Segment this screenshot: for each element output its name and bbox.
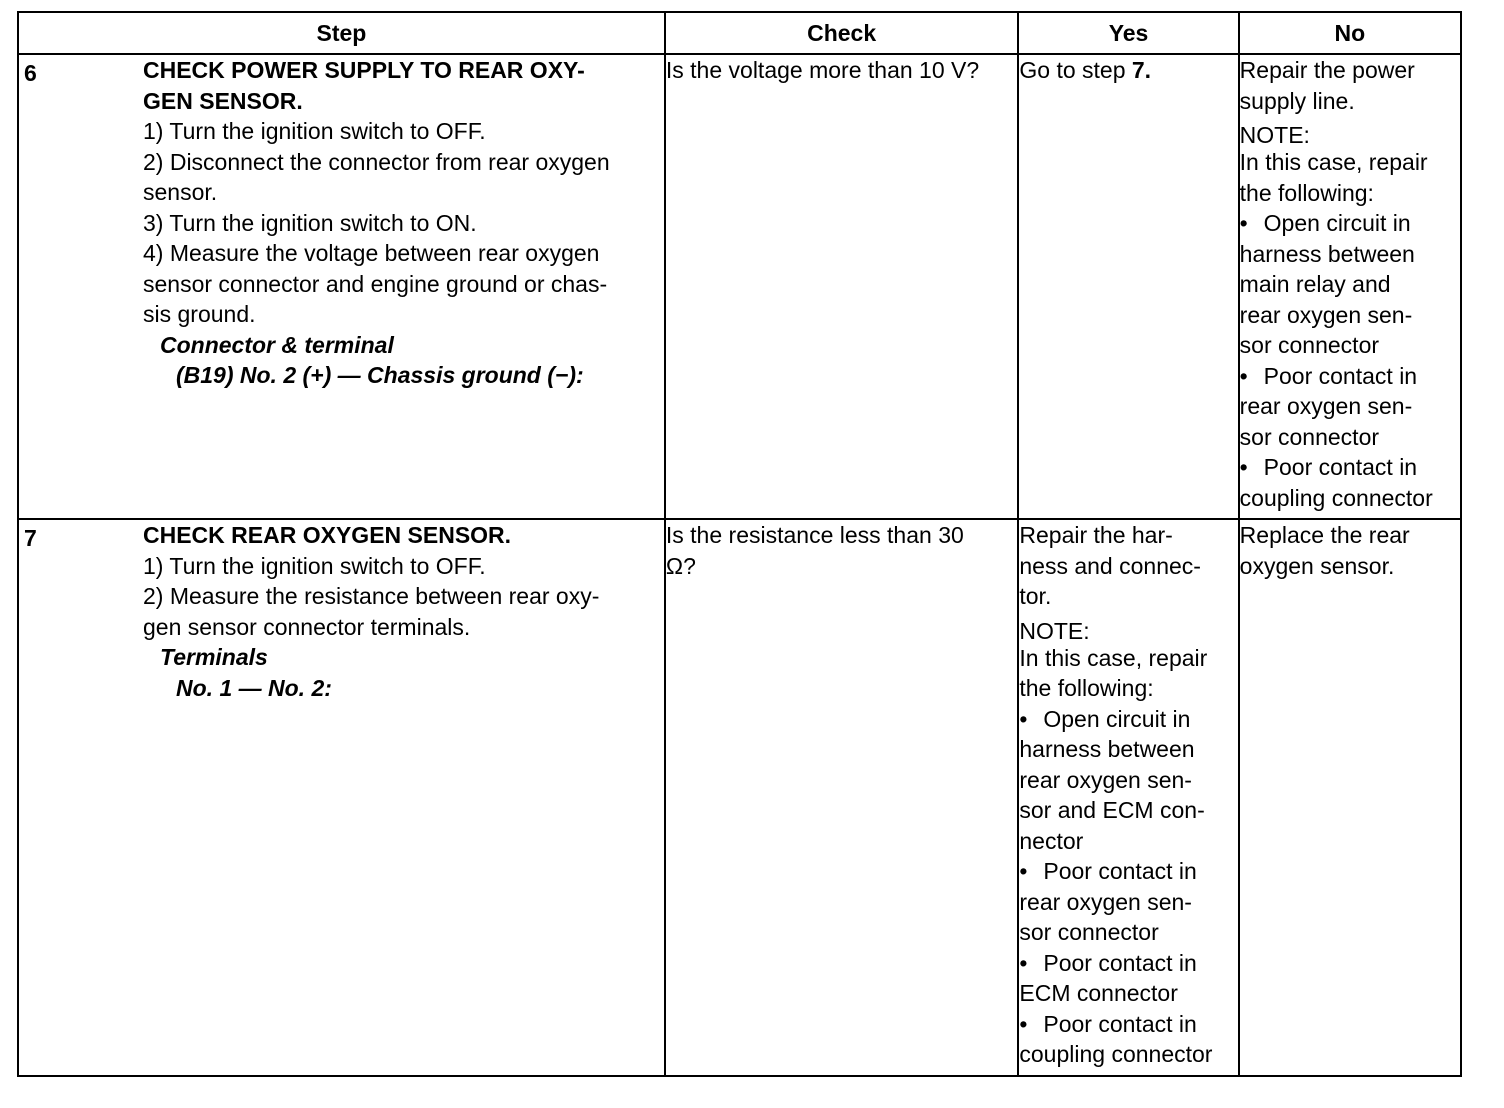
yes-cell — [1018, 519, 1238, 1076]
bullet-line: • Poor contact in — [1019, 948, 1237, 979]
bullet-line: • Poor contact in — [1019, 856, 1237, 887]
connector-heading: Connector & terminal — [160, 331, 394, 358]
instruction-line: 3) Turn the ignition switch to ON. — [143, 209, 477, 236]
instruction-line: 1) Turn the ignition switch to OFF. — [143, 552, 486, 579]
bullet-cont: ECM connector — [1019, 980, 1178, 1006]
instruction-line: 4) Measure the voltage between rear oxygen — [143, 240, 600, 266]
check-cell — [665, 54, 1018, 519]
step-title: CHECK POWER SUPPLY TO REAR OXY- — [143, 57, 585, 83]
connector-detail: (B19) No. 2 (+) — Chassis ground (−): — [176, 362, 584, 388]
no-line: Replace the rear — [1239, 522, 1410, 548]
step-number: 7 — [24, 525, 37, 551]
bullet-cont: rear oxygen sen- — [1239, 301, 1413, 328]
header-step: Step — [18, 12, 665, 54]
note-line: the following: — [1239, 179, 1374, 206]
bullet-cont: rear oxygen sen- — [1019, 888, 1192, 915]
yes-action — [1019, 55, 1237, 86]
header-yes: Yes — [1018, 12, 1238, 54]
yes-line: ness and connec- — [1019, 552, 1201, 579]
bullet-line: • Open circuit in — [1240, 208, 1460, 239]
terminals-detail: No. 1 — No. 2: — [176, 674, 332, 701]
instruction-line: 2) Measure the resistance between rear oxy- — [143, 583, 600, 609]
step-number: 6 — [24, 60, 37, 86]
bullet-cont: sor and ECM con- — [1019, 797, 1205, 823]
terminals-heading: Terminals — [160, 644, 268, 670]
instruction-line: gen sensor connector terminals. — [143, 613, 471, 640]
instruction-line: 1) Turn the ignition switch to OFF. — [143, 118, 486, 144]
instruction-line: sis ground. — [143, 301, 256, 327]
header-check: Check — [665, 12, 1018, 54]
bullet-cont: sor connector — [1239, 332, 1380, 358]
no-line: oxygen sensor. — [1239, 552, 1395, 579]
note-line: In this case, repair — [1019, 644, 1208, 671]
bullet-cont: main relay and — [1239, 271, 1391, 297]
header-no: No — [1239, 12, 1461, 54]
step-title: GEN SENSOR. — [143, 87, 303, 114]
bullet-cont: sor connector — [1239, 423, 1380, 450]
bullet-cont: sor connector — [1019, 919, 1159, 945]
yes-step-ref: 7. — [1131, 57, 1152, 83]
instruction-line: 2) Disconnect the connector from rear oxygen — [143, 148, 610, 175]
bullet-cont: rear oxygen sen- — [1239, 393, 1413, 419]
note-label: NOTE: — [1239, 122, 1310, 148]
yes-line: tor. — [1019, 583, 1052, 609]
no-line: supply line. — [1239, 87, 1355, 114]
yes-text: Go to step — [1019, 57, 1132, 83]
step-cell — [18, 54, 665, 519]
bullet-cont: rear oxygen sen- — [1019, 766, 1192, 793]
step-cell — [18, 519, 665, 1076]
bullet-line: • Open circuit in — [1019, 704, 1237, 735]
no-cell — [1239, 519, 1461, 1076]
instruction-line: sensor connector and engine ground or chas- — [143, 270, 608, 297]
step-title: CHECK REAR OXYGEN SENSOR. — [143, 522, 512, 548]
bullet-cont: coupling connector — [1239, 484, 1433, 511]
bullet-line: • Poor contact in — [1019, 1009, 1237, 1040]
yes-line: Repair the har- — [1019, 522, 1173, 548]
note-line: In this case, repair — [1239, 149, 1428, 175]
instruction-line: sensor. — [143, 179, 218, 205]
bullet-line: • Poor contact in — [1240, 361, 1460, 392]
yes-cell — [1018, 54, 1238, 519]
bullet-cont: nector — [1019, 827, 1084, 854]
note-label: NOTE: — [1019, 617, 1090, 644]
table-row-step-6 — [18, 54, 1461, 519]
bullet-cont: harness between — [1239, 240, 1415, 267]
header-row — [18, 12, 1461, 54]
check-cell — [665, 519, 1018, 1076]
diagnostic-table — [17, 11, 1462, 1077]
bullet-line: • Poor contact in — [1240, 452, 1460, 483]
check-question: Is the voltage more than 10 V? — [665, 57, 980, 83]
bullet-cont: coupling connector — [1019, 1041, 1213, 1067]
no-line: Repair the power — [1239, 57, 1415, 83]
note-line: the following: — [1019, 675, 1154, 701]
no-cell — [1239, 54, 1461, 519]
check-question: Is the resistance less than 30 — [665, 522, 964, 548]
check-question: Ω? — [665, 552, 696, 579]
bullet-cont: harness between — [1019, 736, 1195, 762]
table-row-step-7 — [18, 519, 1461, 1076]
